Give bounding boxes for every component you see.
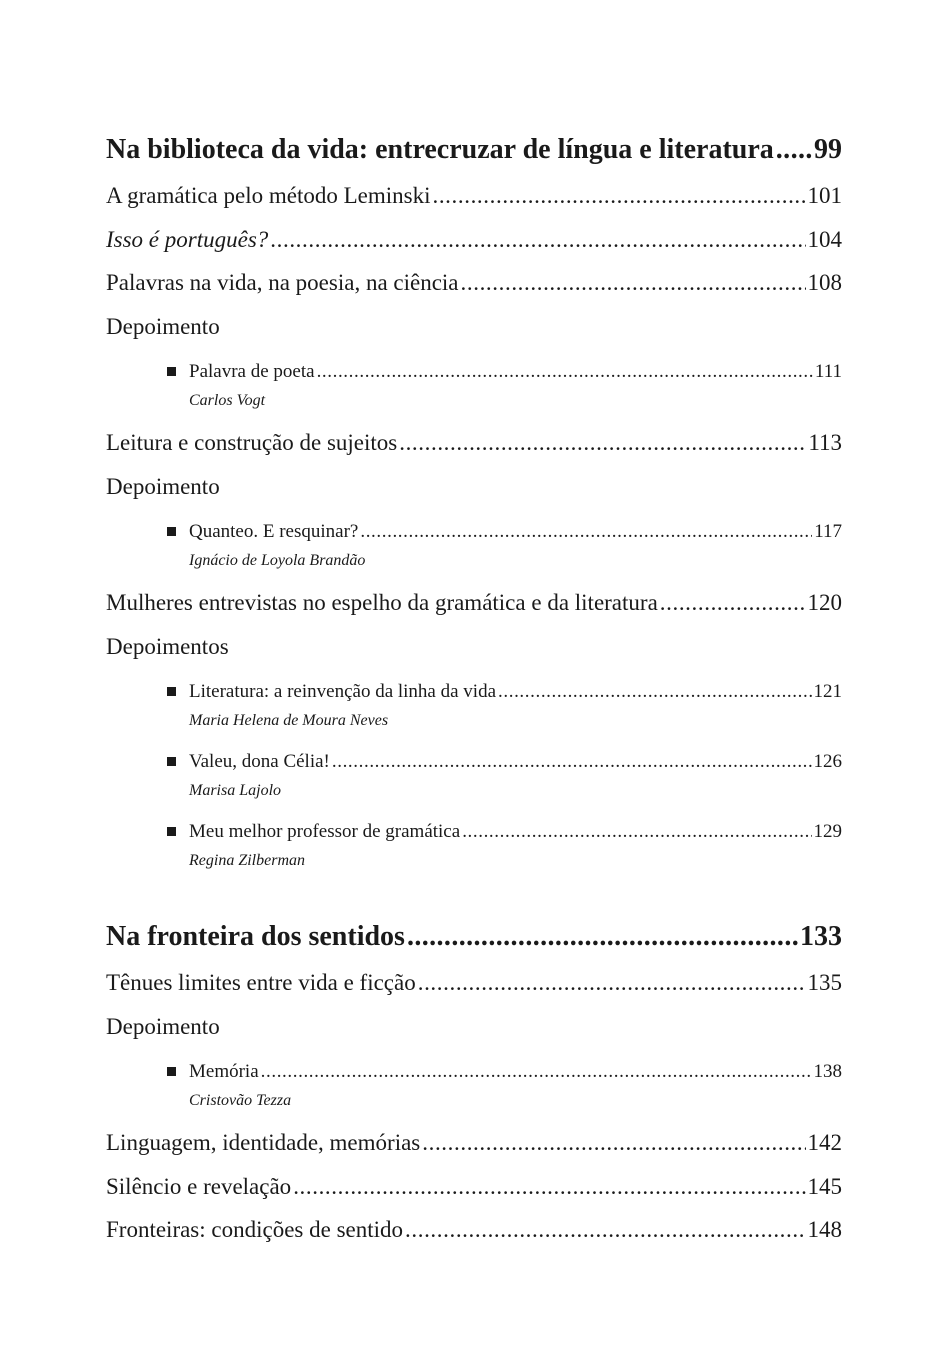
entry-author: Carlos Vogt <box>189 392 266 409</box>
square-bullet-icon <box>167 527 176 536</box>
dot-leader <box>660 583 806 623</box>
page-number: 117 <box>814 521 842 542</box>
page-number: 111 <box>814 361 842 382</box>
square-bullet-icon <box>167 687 176 696</box>
entry-title: Palavras na vida, na poesia, na ciência <box>106 270 459 295</box>
section-title: Na biblioteca da vida: entrecruzar de língua e literatura <box>106 134 774 165</box>
page-number: 126 <box>813 751 842 772</box>
section-heading[interactable] <box>106 917 842 963</box>
dot-leader <box>422 1123 805 1163</box>
entry-title: Palavra de poeta <box>189 361 315 382</box>
entry-author: Cristovão Tezza <box>189 1092 292 1109</box>
page-number: 145 <box>807 1173 842 1199</box>
entry-author: Ignácio de Loyola Brandão <box>189 552 366 569</box>
toc-entry[interactable] <box>106 1167 842 1211</box>
toc-entry[interactable] <box>106 963 842 1007</box>
testimony-entry[interactable] <box>106 817 842 872</box>
dot-leader <box>405 1210 805 1250</box>
dot-leader <box>360 517 812 547</box>
toc-entry[interactable] <box>106 423 842 467</box>
page-number: 121 <box>813 681 842 702</box>
dot-leader <box>462 817 811 847</box>
page-number: 120 <box>807 590 842 615</box>
table-of-contents <box>106 130 842 1254</box>
toc-entry[interactable] <box>106 176 842 220</box>
dot-leader <box>432 176 805 216</box>
page-number: 138 <box>813 1061 842 1082</box>
toc-entry[interactable] <box>106 263 842 307</box>
testimony-entry[interactable] <box>106 747 842 802</box>
dot-leader <box>270 220 805 260</box>
dot-leader <box>332 747 812 777</box>
section-title: Na fronteira dos sentidos <box>106 921 405 952</box>
entry-author: Regina Zilberman <box>189 852 305 869</box>
testimony-label: Depoimento <box>106 473 220 499</box>
square-bullet-icon <box>167 827 176 836</box>
testimony-label: Depoimentos <box>106 633 229 659</box>
page-number: 133 <box>800 921 842 952</box>
dot-leader <box>317 357 813 387</box>
entry-title: Memória <box>189 1061 259 1082</box>
entry-title: Mulheres entrevistas no espelho da gramática e da literatura <box>106 590 658 615</box>
entry-title: Meu melhor professor de gramática <box>189 821 461 842</box>
toc-entry[interactable] <box>106 1210 842 1254</box>
entry-author: Maria Helena de Moura Neves <box>189 712 389 729</box>
square-bullet-icon <box>167 1067 176 1076</box>
dot-leader <box>293 1167 805 1207</box>
page-number: 142 <box>807 1130 842 1155</box>
entry-title: A gramática pelo método Leminski <box>106 183 431 208</box>
dot-leader <box>407 917 798 957</box>
testimony-label: Depoimento <box>106 1013 220 1039</box>
page-number: 135 <box>807 970 842 995</box>
entry-title: Silêncio e revelação <box>106 1173 292 1199</box>
dot-leader <box>461 263 806 303</box>
entry-title: Tênues limites entre vida e ficção <box>106 970 416 995</box>
testimony-label: Depoimento <box>106 313 220 339</box>
dot-leader <box>498 677 811 707</box>
dot-leader <box>261 1057 812 1087</box>
toc-entry[interactable] <box>106 583 842 627</box>
square-bullet-icon <box>167 367 176 376</box>
testimony-entry[interactable] <box>106 517 842 572</box>
page-number: 113 <box>808 430 842 455</box>
square-bullet-icon <box>167 757 176 766</box>
page-number: 104 <box>807 226 842 252</box>
entry-title: Leitura e construção de sujeitos <box>106 430 398 455</box>
dot-leader <box>418 963 806 1003</box>
page-number: 101 <box>807 183 842 208</box>
testimony-entry[interactable] <box>106 1057 842 1112</box>
dot-leader <box>776 130 812 170</box>
toc-entry[interactable] <box>106 220 842 264</box>
toc-entry[interactable] <box>106 1123 842 1167</box>
page-number: 129 <box>813 821 842 842</box>
section-spacer <box>106 883 842 917</box>
entry-title: Fronteiras: condições de sentido <box>106 1217 404 1242</box>
testimony-entry[interactable] <box>106 677 842 732</box>
entry-title: Valeu, dona Célia! <box>189 751 330 772</box>
entry-title: Quanteo. E resquinar? <box>189 521 359 542</box>
page-number: 148 <box>807 1217 842 1242</box>
dot-leader <box>399 423 806 463</box>
page-number: 99 <box>814 134 842 165</box>
entry-author: Marisa Lajolo <box>189 782 282 799</box>
entry-title: Isso é português? <box>106 226 269 252</box>
page-number: 108 <box>807 270 842 295</box>
entry-title: Linguagem, identidade, memórias <box>106 1130 421 1155</box>
section-heading[interactable] <box>106 130 842 176</box>
entry-title: Literatura: a reinvenção da linha da vida <box>189 681 497 702</box>
testimony-entry[interactable] <box>106 357 842 412</box>
